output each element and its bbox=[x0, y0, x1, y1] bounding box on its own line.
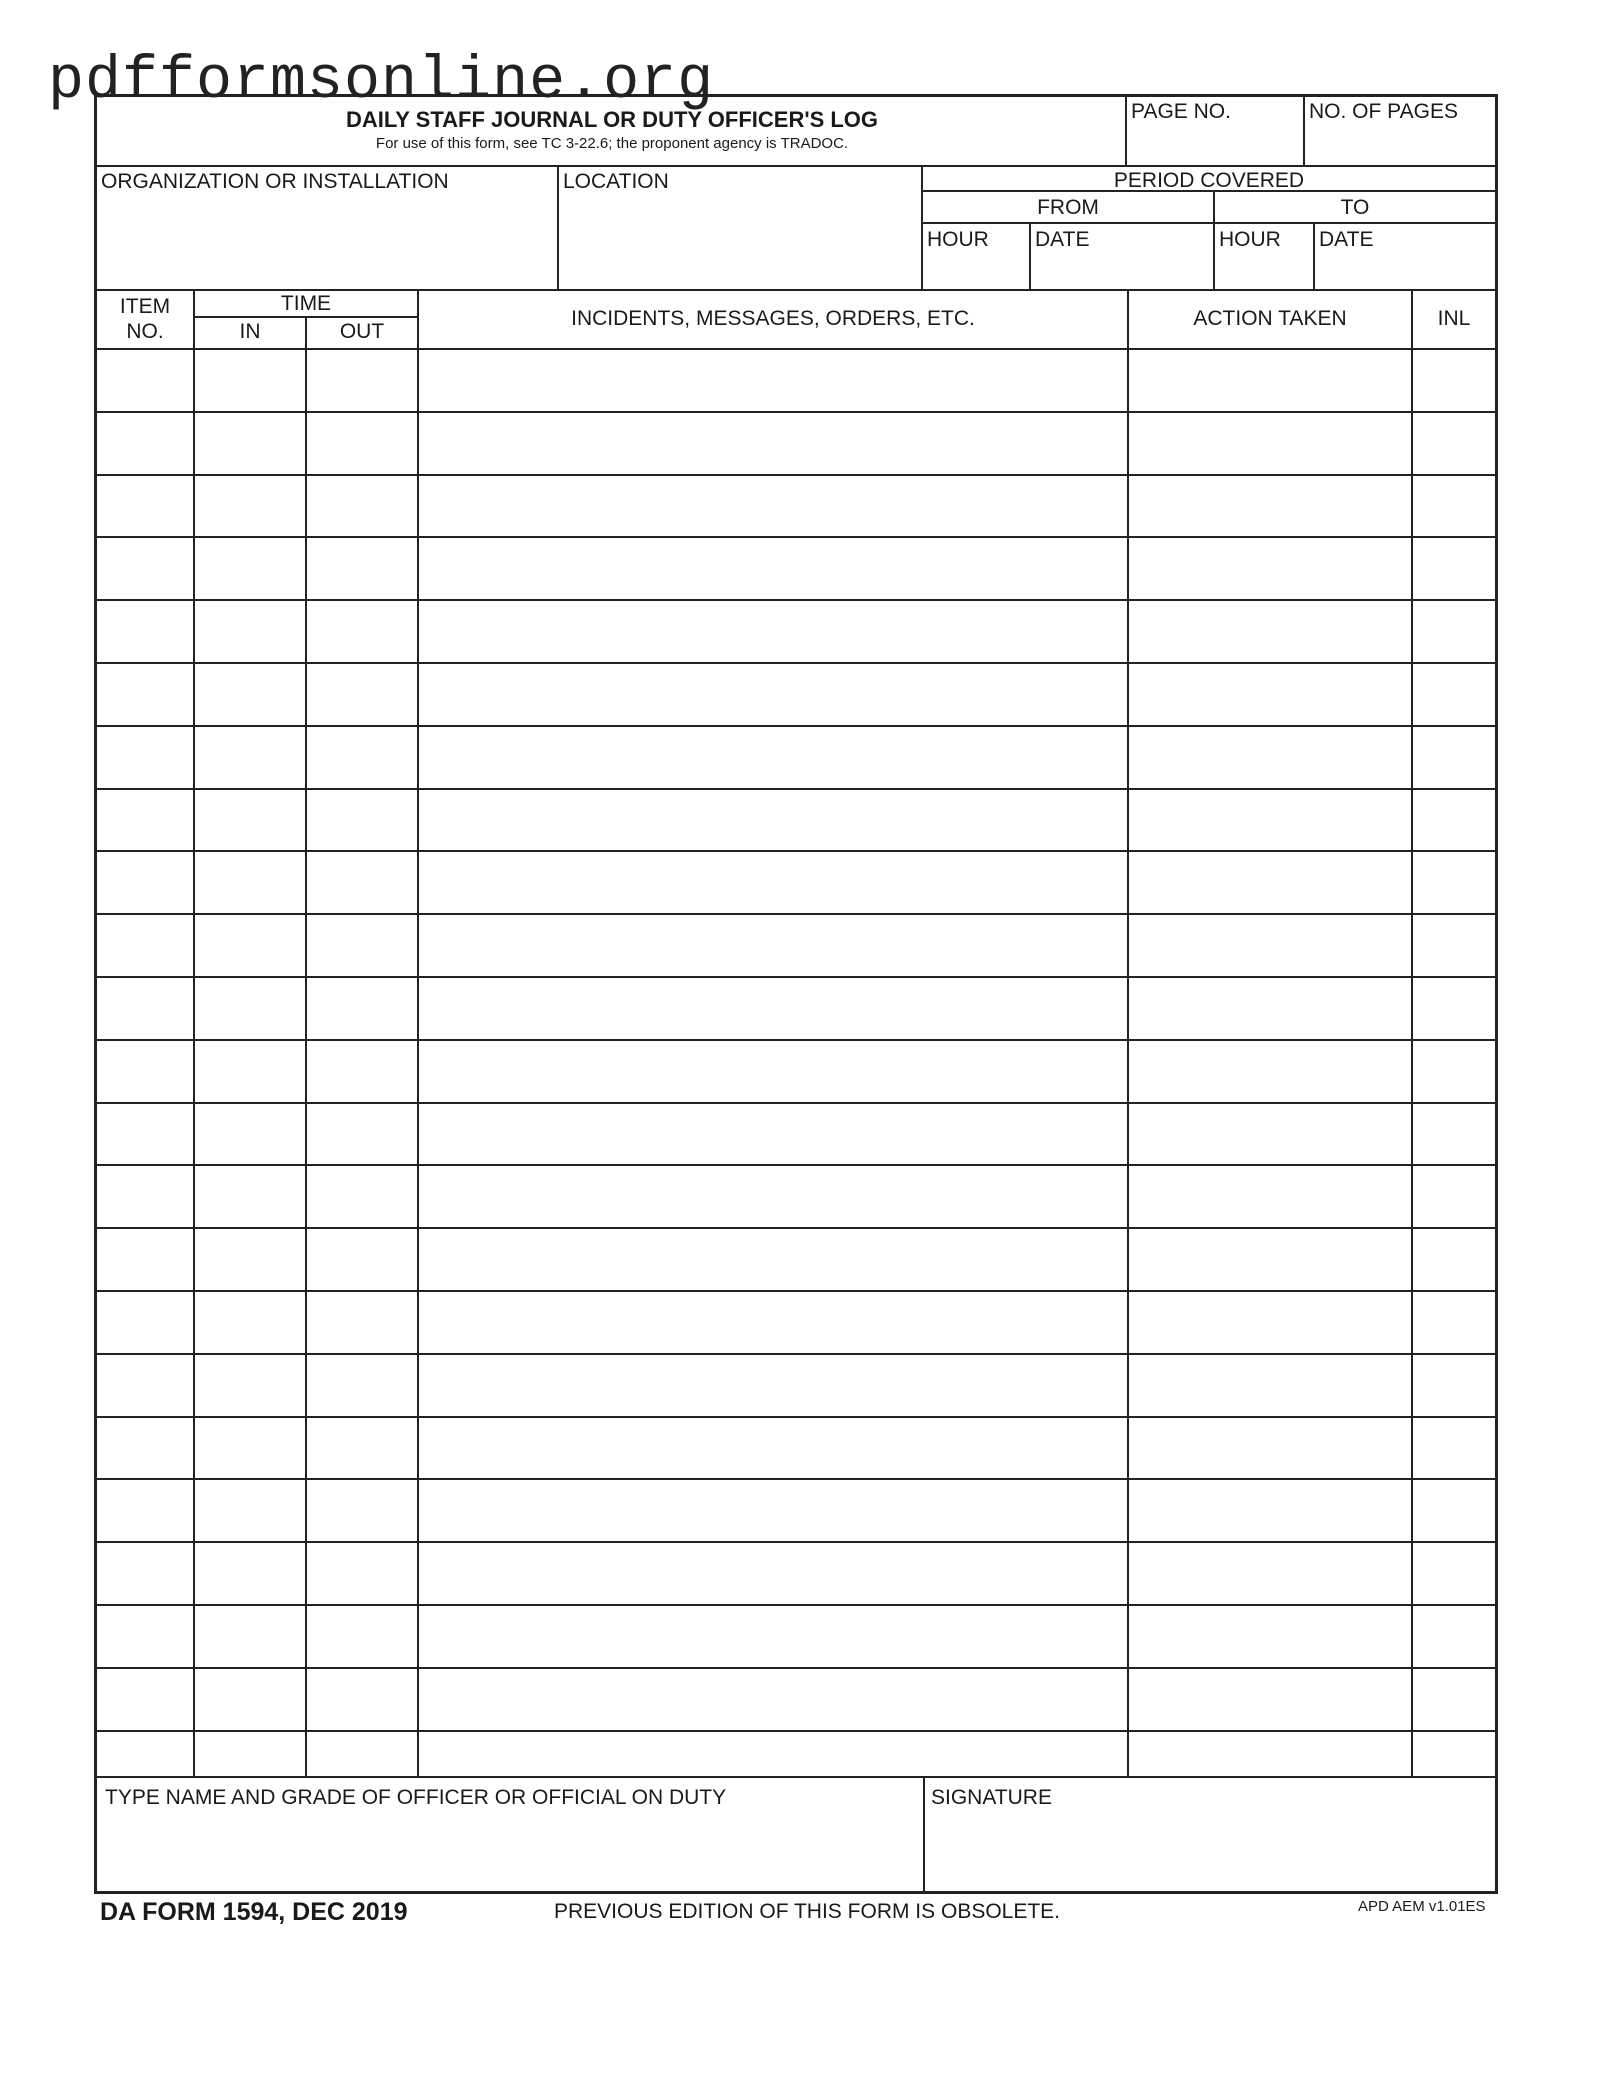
time-out-cell[interactable] bbox=[307, 1541, 415, 1603]
time-out-cell[interactable] bbox=[307, 1102, 415, 1164]
incidents-cell[interactable] bbox=[419, 1478, 1125, 1540]
inl-cell[interactable] bbox=[1413, 1353, 1495, 1415]
item-no-cell[interactable] bbox=[99, 850, 191, 912]
incidents-cell[interactable] bbox=[419, 1164, 1125, 1226]
row-divider bbox=[97, 474, 1495, 476]
incidents-cell[interactable] bbox=[419, 348, 1125, 410]
time-out-cell[interactable] bbox=[307, 788, 415, 850]
inl-cell[interactable] bbox=[1413, 1290, 1495, 1352]
time-out-cell[interactable] bbox=[307, 662, 415, 724]
time-in-label: IN bbox=[239, 320, 261, 343]
time-out-cell[interactable] bbox=[307, 1227, 415, 1289]
item-no-cell[interactable] bbox=[99, 411, 191, 473]
inl-cell[interactable] bbox=[1413, 599, 1495, 661]
incidents-cell[interactable] bbox=[419, 788, 1125, 850]
time-out-cell[interactable] bbox=[307, 1164, 415, 1226]
incidents-cell[interactable] bbox=[419, 1604, 1125, 1666]
inl-cell[interactable] bbox=[1413, 1730, 1495, 1792]
time-in-cell[interactable] bbox=[195, 725, 303, 787]
signature-label: SIGNATURE bbox=[931, 1786, 1052, 1809]
table-row bbox=[97, 1730, 1495, 1792]
row-divider bbox=[97, 1478, 1495, 1480]
table-row bbox=[97, 411, 1495, 473]
action-taken-cell[interactable] bbox=[1129, 976, 1409, 1038]
row-divider bbox=[97, 662, 1495, 664]
time-in-cell[interactable] bbox=[195, 1604, 303, 1666]
item-no-cell[interactable] bbox=[99, 1604, 191, 1666]
table-row bbox=[97, 850, 1495, 912]
item-no-label: NO. bbox=[126, 320, 164, 343]
inl-cell[interactable] bbox=[1413, 348, 1495, 410]
signature-field[interactable] bbox=[927, 1813, 1493, 1889]
organization-field[interactable] bbox=[99, 195, 555, 287]
item-no-cell[interactable] bbox=[99, 1667, 191, 1729]
time-in-cell[interactable] bbox=[195, 474, 303, 536]
page-no-label: PAGE NO. bbox=[1131, 100, 1231, 123]
row-divider bbox=[97, 1667, 1495, 1669]
action-taken-cell[interactable] bbox=[1129, 1541, 1409, 1603]
incidents-cell[interactable] bbox=[419, 913, 1125, 975]
action-taken-cell[interactable] bbox=[1129, 536, 1409, 598]
item-no-cell[interactable] bbox=[99, 599, 191, 661]
table-row bbox=[97, 1416, 1495, 1478]
time-in-cell[interactable] bbox=[195, 913, 303, 975]
row-divider bbox=[97, 1353, 1495, 1355]
to-date-field[interactable] bbox=[1315, 253, 1495, 287]
time-out-cell[interactable] bbox=[307, 1353, 415, 1415]
row-divider bbox=[97, 725, 1495, 727]
row-divider bbox=[97, 1290, 1495, 1292]
table-row bbox=[97, 1164, 1495, 1226]
incidents-cell[interactable] bbox=[419, 662, 1125, 724]
inl-cell[interactable] bbox=[1413, 411, 1495, 473]
period-covered-label: PERIOD COVERED bbox=[1113, 169, 1305, 192]
item-no-cell[interactable] bbox=[99, 788, 191, 850]
time-out-cell[interactable] bbox=[307, 348, 415, 410]
time-in-cell[interactable] bbox=[195, 1478, 303, 1540]
action-taken-cell[interactable] bbox=[1129, 474, 1409, 536]
time-out-cell[interactable] bbox=[307, 1478, 415, 1540]
incidents-cell[interactable] bbox=[419, 976, 1125, 1038]
row-divider bbox=[97, 536, 1495, 538]
time-out-cell[interactable] bbox=[307, 599, 415, 661]
form-version: APD AEM v1.01ES bbox=[1358, 1898, 1486, 1915]
form-frame bbox=[94, 94, 1498, 1894]
action-taken-cell[interactable] bbox=[1129, 1102, 1409, 1164]
row-divider bbox=[97, 788, 1495, 790]
table-row bbox=[97, 536, 1495, 598]
time-in-cell[interactable] bbox=[195, 599, 303, 661]
table-row bbox=[97, 1667, 1495, 1729]
incidents-cell[interactable] bbox=[419, 599, 1125, 661]
table-row bbox=[97, 474, 1495, 536]
table-row bbox=[97, 1227, 1495, 1289]
time-in-cell[interactable] bbox=[195, 1290, 303, 1352]
inl-cell[interactable] bbox=[1413, 725, 1495, 787]
row-divider bbox=[97, 1730, 1495, 1732]
inl-cell[interactable] bbox=[1413, 1164, 1495, 1226]
edition-note: PREVIOUS EDITION OF THIS FORM IS OBSOLETE. bbox=[554, 1900, 1061, 1923]
item-no-cell[interactable] bbox=[99, 1478, 191, 1540]
inl-cell[interactable] bbox=[1413, 976, 1495, 1038]
from-date-field[interactable] bbox=[1031, 253, 1211, 287]
inl-cell[interactable] bbox=[1413, 850, 1495, 912]
row-divider bbox=[97, 1164, 1495, 1166]
time-label: TIME bbox=[280, 292, 332, 315]
item-no-cell[interactable] bbox=[99, 1290, 191, 1352]
time-in-cell[interactable] bbox=[195, 850, 303, 912]
time-out-cell[interactable] bbox=[307, 1416, 415, 1478]
time-in-cell[interactable] bbox=[195, 1541, 303, 1603]
inl-cell[interactable] bbox=[1413, 1667, 1495, 1729]
time-in-cell[interactable] bbox=[195, 1039, 303, 1101]
inl-cell[interactable] bbox=[1413, 536, 1495, 598]
action-taken-cell[interactable] bbox=[1129, 1667, 1409, 1729]
item-no-cell[interactable] bbox=[99, 1416, 191, 1478]
incidents-cell[interactable] bbox=[419, 1039, 1125, 1101]
time-out-cell[interactable] bbox=[307, 1667, 415, 1729]
incidents-cell[interactable] bbox=[419, 411, 1125, 473]
table-row bbox=[97, 913, 1495, 975]
incidents-cell[interactable] bbox=[419, 725, 1125, 787]
action-taken-cell[interactable] bbox=[1129, 1039, 1409, 1101]
item-label: ITEM bbox=[119, 295, 171, 318]
action-taken-label: ACTION TAKEN bbox=[1193, 307, 1347, 330]
inl-cell[interactable] bbox=[1413, 1478, 1495, 1540]
item-no-cell[interactable] bbox=[99, 1102, 191, 1164]
time-out-cell[interactable] bbox=[307, 1290, 415, 1352]
item-no-cell[interactable] bbox=[99, 536, 191, 598]
time-out-cell[interactable] bbox=[307, 536, 415, 598]
incidents-cell[interactable] bbox=[419, 1541, 1125, 1603]
time-out-label: OUT bbox=[339, 320, 385, 343]
row-divider bbox=[97, 1227, 1495, 1229]
inl-cell[interactable] bbox=[1413, 1102, 1495, 1164]
action-taken-cell[interactable] bbox=[1129, 1290, 1409, 1352]
location-field[interactable] bbox=[559, 195, 919, 287]
row-divider bbox=[97, 1604, 1495, 1606]
time-out-cell[interactable] bbox=[307, 474, 415, 536]
time-out-cell[interactable] bbox=[307, 725, 415, 787]
item-no-cell[interactable] bbox=[99, 1353, 191, 1415]
action-taken-cell[interactable] bbox=[1129, 788, 1409, 850]
form-id: DA FORM 1594, DEC 2019 bbox=[100, 1898, 408, 1926]
from-date-label: DATE bbox=[1035, 228, 1090, 251]
time-in-cell[interactable] bbox=[195, 1353, 303, 1415]
time-in-cell[interactable] bbox=[195, 1416, 303, 1478]
table-row bbox=[97, 662, 1495, 724]
inl-cell[interactable] bbox=[1413, 1541, 1495, 1603]
incidents-cell[interactable] bbox=[419, 1102, 1125, 1164]
incidents-cell[interactable] bbox=[419, 850, 1125, 912]
inl-cell[interactable] bbox=[1413, 1227, 1495, 1289]
incidents-cell[interactable] bbox=[419, 1416, 1125, 1478]
time-out-cell[interactable] bbox=[307, 850, 415, 912]
item-no-cell[interactable] bbox=[99, 662, 191, 724]
item-no-cell[interactable] bbox=[99, 976, 191, 1038]
time-out-cell[interactable] bbox=[307, 976, 415, 1038]
action-taken-cell[interactable] bbox=[1129, 599, 1409, 661]
from-hour-label: HOUR bbox=[927, 228, 989, 251]
time-in-cell[interactable] bbox=[195, 1102, 303, 1164]
to-hour-label: HOUR bbox=[1219, 228, 1281, 251]
row-divider bbox=[97, 1039, 1495, 1041]
action-taken-cell[interactable] bbox=[1129, 1416, 1409, 1478]
row-divider bbox=[97, 976, 1495, 978]
from-hour-field[interactable] bbox=[923, 253, 1027, 287]
time-in-cell[interactable] bbox=[195, 1667, 303, 1729]
time-in-cell[interactable] bbox=[195, 348, 303, 410]
table-row bbox=[97, 599, 1495, 661]
incidents-cell[interactable] bbox=[419, 1227, 1125, 1289]
time-in-cell[interactable] bbox=[195, 976, 303, 1038]
action-taken-cell[interactable] bbox=[1129, 850, 1409, 912]
time-in-cell[interactable] bbox=[195, 662, 303, 724]
form-subtitle: For use of this form, see TC 3-22.6; the proponent agency is TRADOC. bbox=[375, 135, 849, 152]
time-in-cell[interactable] bbox=[195, 411, 303, 473]
officer-name-label: TYPE NAME AND GRADE OF OFFICER OR OFFICIAL ON DUTY bbox=[105, 1786, 727, 1809]
row-divider bbox=[97, 411, 1495, 413]
action-taken-cell[interactable] bbox=[1129, 411, 1409, 473]
from-label: FROM bbox=[1037, 196, 1099, 219]
action-taken-cell[interactable] bbox=[1129, 913, 1409, 975]
time-out-cell[interactable] bbox=[307, 1039, 415, 1101]
item-no-cell[interactable] bbox=[99, 725, 191, 787]
item-no-cell[interactable] bbox=[99, 1730, 191, 1792]
action-taken-cell[interactable] bbox=[1129, 662, 1409, 724]
item-no-cell[interactable] bbox=[99, 1227, 191, 1289]
action-taken-cell[interactable] bbox=[1129, 1353, 1409, 1415]
location-label: LOCATION bbox=[563, 170, 669, 193]
table-row bbox=[97, 1290, 1495, 1352]
inl-cell[interactable] bbox=[1413, 662, 1495, 724]
incidents-cell[interactable] bbox=[419, 1667, 1125, 1729]
item-no-cell[interactable] bbox=[99, 1164, 191, 1226]
table-row bbox=[97, 1541, 1495, 1603]
time-out-cell[interactable] bbox=[307, 411, 415, 473]
item-no-cell[interactable] bbox=[99, 474, 191, 536]
inl-cell[interactable] bbox=[1413, 1416, 1495, 1478]
page-no-field[interactable] bbox=[1127, 125, 1301, 163]
table-row bbox=[97, 976, 1495, 1038]
time-in-cell[interactable] bbox=[195, 536, 303, 598]
row-divider bbox=[97, 1541, 1495, 1543]
incidents-cell[interactable] bbox=[419, 1353, 1125, 1415]
incidents-cell[interactable] bbox=[419, 474, 1125, 536]
inl-cell[interactable] bbox=[1413, 1039, 1495, 1101]
item-no-cell[interactable] bbox=[99, 1039, 191, 1101]
time-in-cell[interactable] bbox=[195, 1164, 303, 1226]
incidents-label: INCIDENTS, MESSAGES, ORDERS, ETC. bbox=[571, 307, 975, 330]
item-no-cell[interactable] bbox=[99, 913, 191, 975]
inl-cell[interactable] bbox=[1413, 913, 1495, 975]
action-taken-cell[interactable] bbox=[1129, 1604, 1409, 1666]
action-taken-cell[interactable] bbox=[1129, 1164, 1409, 1226]
table-row bbox=[97, 1478, 1495, 1540]
no-of-pages-field[interactable] bbox=[1305, 125, 1495, 163]
inl-cell[interactable] bbox=[1413, 474, 1495, 536]
action-taken-cell[interactable] bbox=[1129, 1478, 1409, 1540]
table-row bbox=[97, 1039, 1495, 1101]
table-row bbox=[97, 1353, 1495, 1415]
item-no-cell[interactable] bbox=[99, 1541, 191, 1603]
no-of-pages-label: NO. OF PAGES bbox=[1309, 100, 1458, 123]
incidents-cell[interactable] bbox=[419, 1290, 1125, 1352]
officer-name-field[interactable] bbox=[99, 1813, 919, 1889]
item-no-cell[interactable] bbox=[99, 348, 191, 410]
action-taken-cell[interactable] bbox=[1129, 348, 1409, 410]
action-taken-cell[interactable] bbox=[1129, 725, 1409, 787]
to-label: TO bbox=[1340, 196, 1370, 219]
to-date-label: DATE bbox=[1319, 228, 1374, 251]
incidents-cell[interactable] bbox=[419, 536, 1125, 598]
time-out-cell[interactable] bbox=[307, 913, 415, 975]
time-out-cell[interactable] bbox=[307, 1604, 415, 1666]
form-title: DAILY STAFF JOURNAL OR DUTY OFFICER'S LOG bbox=[345, 107, 879, 132]
row-divider bbox=[97, 1416, 1495, 1418]
organization-label: ORGANIZATION OR INSTALLATION bbox=[101, 170, 449, 193]
row-divider bbox=[97, 599, 1495, 601]
inl-cell[interactable] bbox=[1413, 1604, 1495, 1666]
time-in-cell[interactable] bbox=[195, 1730, 303, 1792]
incidents-cell[interactable] bbox=[419, 1730, 1125, 1792]
table-row bbox=[97, 1604, 1495, 1666]
inl-label: INL bbox=[1437, 307, 1471, 330]
inl-cell[interactable] bbox=[1413, 788, 1495, 850]
to-hour-field[interactable] bbox=[1215, 253, 1311, 287]
action-taken-cell[interactable] bbox=[1129, 1227, 1409, 1289]
time-in-cell[interactable] bbox=[195, 788, 303, 850]
row-divider bbox=[97, 913, 1495, 915]
table-row bbox=[97, 348, 1495, 410]
time-out-cell[interactable] bbox=[307, 1730, 415, 1792]
table-row bbox=[97, 1102, 1495, 1164]
row-divider bbox=[97, 1102, 1495, 1104]
table-row bbox=[97, 725, 1495, 787]
watermark: pdfformsonline.org bbox=[48, 48, 715, 116]
row-divider bbox=[97, 850, 1495, 852]
action-taken-cell[interactable] bbox=[1129, 1730, 1409, 1792]
time-in-cell[interactable] bbox=[195, 1227, 303, 1289]
table-row bbox=[97, 788, 1495, 850]
